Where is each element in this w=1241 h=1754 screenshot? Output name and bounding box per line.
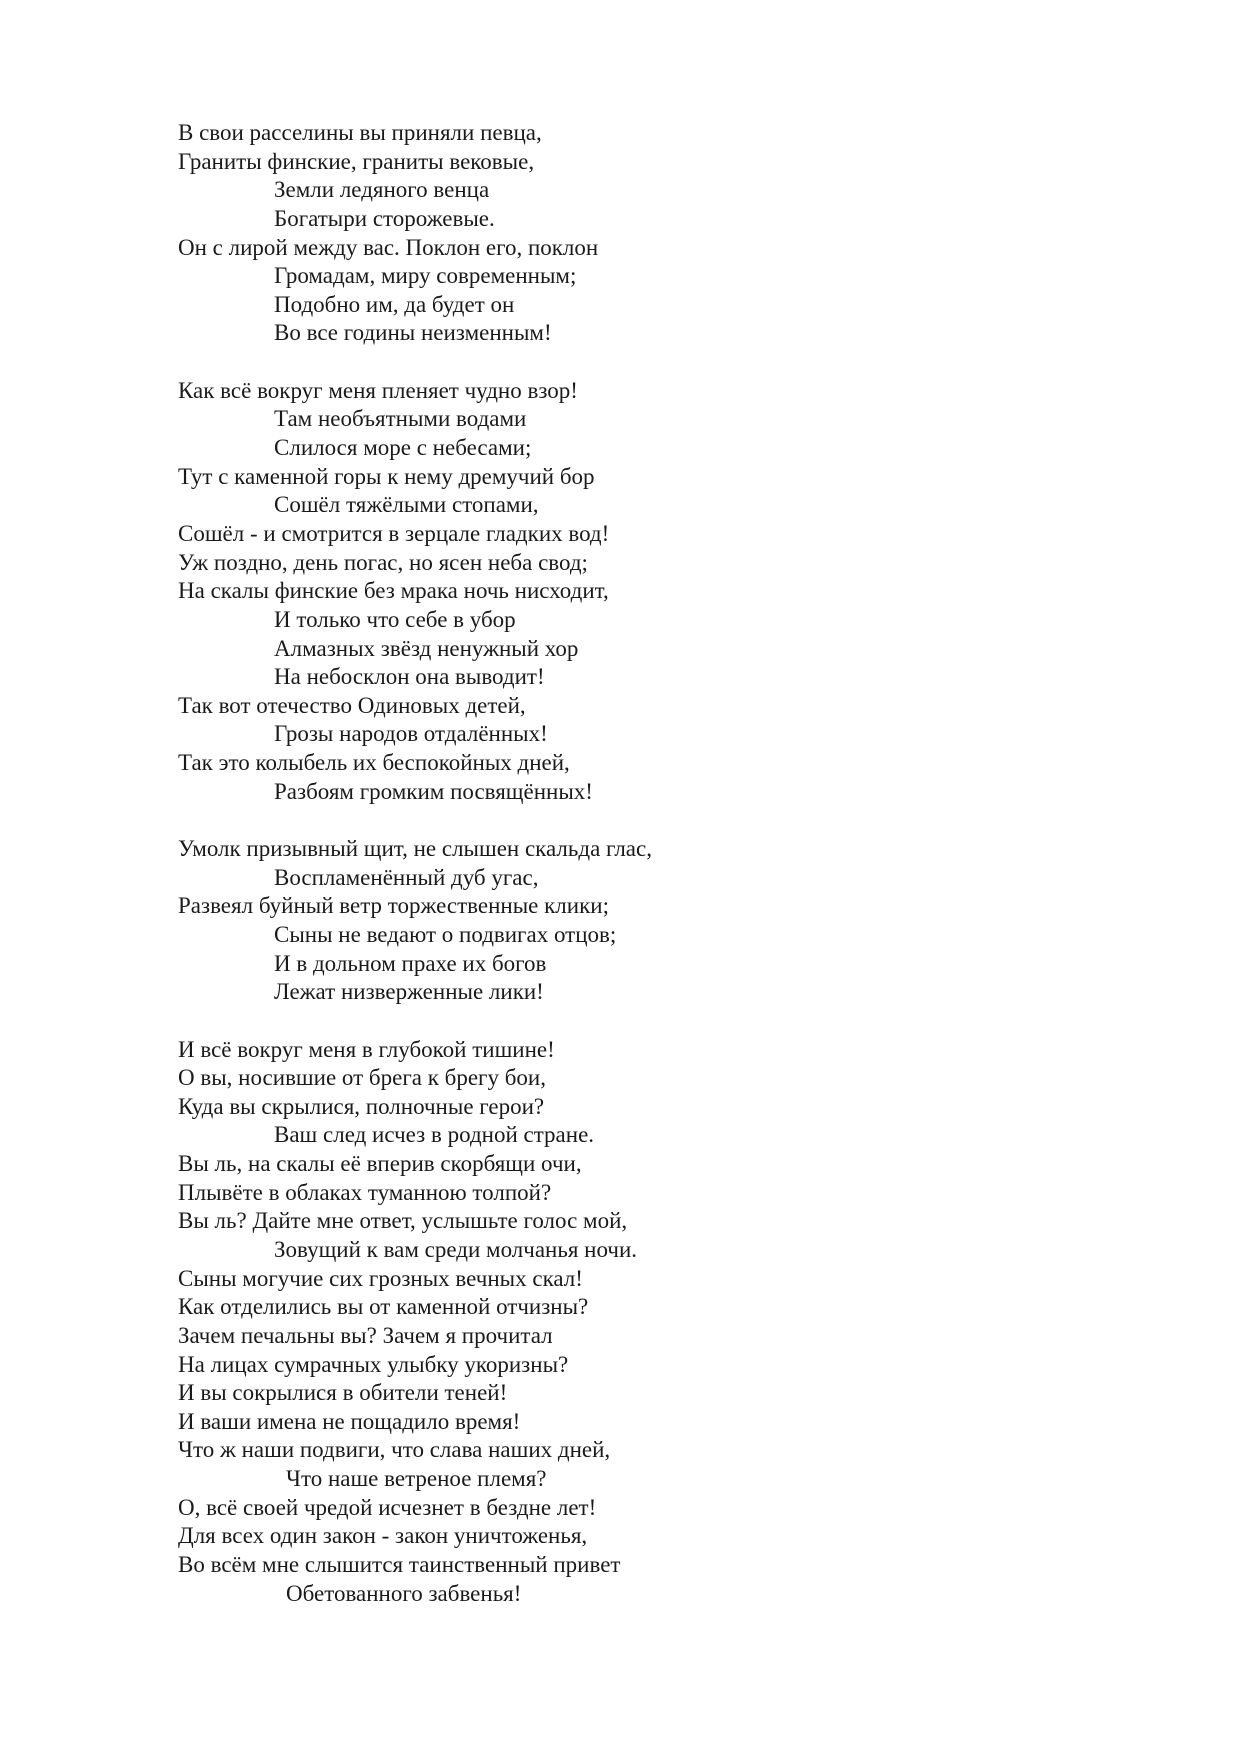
stanza — [178, 835, 1178, 1007]
poem-line: Так это колыбель их беспокойных дней, — [178, 750, 570, 776]
poem-line: Зачем печальны вы? Зачем я прочитал — [178, 1322, 553, 1348]
poem-line: Во всём мне слышится таинственный привет — [178, 1552, 621, 1578]
poem-line: Зовущий к вам среди молчанья ночи. — [274, 1236, 638, 1262]
poem-line: И только что себе в убор — [274, 606, 516, 632]
poem-line: Тут с каменной горы к нему дремучий бор — [178, 463, 595, 489]
poem-line: Как отделились вы от каменной отчизны? — [178, 1294, 589, 1320]
poem-line: Сошёл тяжёлыми стопами, — [274, 492, 539, 518]
poem-line: Сыны могучие сих грозных вечных скал! — [178, 1265, 583, 1291]
poem-line: Для всех один закон - закон уничтоженья, — [178, 1523, 588, 1549]
poem-line: Там необъятными водами — [274, 406, 527, 432]
poem-line: Земли ледяного венца — [274, 177, 490, 203]
stanza — [178, 119, 1178, 348]
poem-line: Громадам, миру современным; — [274, 263, 577, 289]
poem-line: О вы, носившие от брега к брегу бои, — [178, 1065, 546, 1091]
poem-line: Развеял буйный ветр торжественные клики; — [178, 893, 609, 919]
poem-line: И вы сокрылися в обители теней! — [178, 1380, 508, 1406]
poem-line: Лежат низверженные лики! — [274, 979, 544, 1005]
stanza — [178, 377, 1178, 807]
poem-line: Алмазных звёзд ненужный хор — [274, 635, 579, 661]
poem-line: Как всё вокруг меня пленяет чудно взор! — [178, 377, 578, 403]
poem-line: Разбоям громким посвящённых! — [274, 778, 593, 804]
poem-line: Плывёте в облаках туманною толпой? — [178, 1179, 552, 1205]
poem-line: Ваш след исчез в родной стране. — [274, 1122, 595, 1148]
poem-body — [178, 119, 1178, 1608]
poem-line: И в дольном прахе их богов — [274, 950, 547, 976]
poem-line: Богатыри сторожевые. — [274, 205, 495, 231]
poem-line: На лицах сумрачных улыбку укоризны? — [178, 1351, 569, 1377]
poem-line: Умолк призывный щит, не слышен скальда глас, — [178, 836, 652, 862]
poem-line: И всё вокруг меня в глубокой тишине! — [178, 1036, 555, 1062]
poem-line: Граниты финские, граниты вековые, — [178, 148, 535, 174]
poem-line: Воспламенённый дуб угас, — [274, 864, 539, 890]
poem-line: Во все годины неизменным! — [274, 320, 552, 346]
poem-line: В свои расселины вы приняли певца, — [178, 120, 542, 145]
poem-line: Обетованного забвенья! — [286, 1580, 522, 1606]
poem-line: Куда вы скрылися, полночные герои? — [178, 1093, 545, 1119]
poem-line: Слилося море с небесами; — [274, 435, 532, 461]
stanza — [178, 1036, 1178, 1609]
poem-line: Он с лирой между вас. Поклон его, поклон — [178, 234, 599, 260]
poem-line: Что ж наши подвиги, что слава наших дней, — [178, 1437, 611, 1463]
poem-line: Что наше ветреное племя? — [286, 1466, 547, 1492]
poem-line: Сыны не ведают о подвигах отцов; — [274, 921, 617, 947]
poem-line: Так вот отечество Одиновых детей, — [178, 692, 526, 718]
poem-line: На небосклон она выводит! — [274, 664, 545, 690]
poem-line: Вы ль, на скалы её вперив скорбящи очи, — [178, 1151, 582, 1177]
poem-line: Подобно им, да будет он — [274, 291, 515, 317]
poem-line: И ваши имена не пощадило время! — [178, 1408, 521, 1434]
poem-line: На скалы финские без мрака ночь нисходит, — [178, 578, 609, 604]
poem-line: Уж поздно, день погас, но ясен неба свод; — [178, 549, 588, 575]
poem-line: О, всё своей чредой исчезнет в бездне лет! — [178, 1494, 597, 1520]
poem-line: Вы ль? Дайте мне ответ, услышьте голос мой, — [178, 1208, 628, 1234]
poem-line: Грозы народов отдалённых! — [274, 721, 548, 747]
poem-line: Сошёл - и смотрится в зерцале гладких вод! — [178, 520, 610, 546]
